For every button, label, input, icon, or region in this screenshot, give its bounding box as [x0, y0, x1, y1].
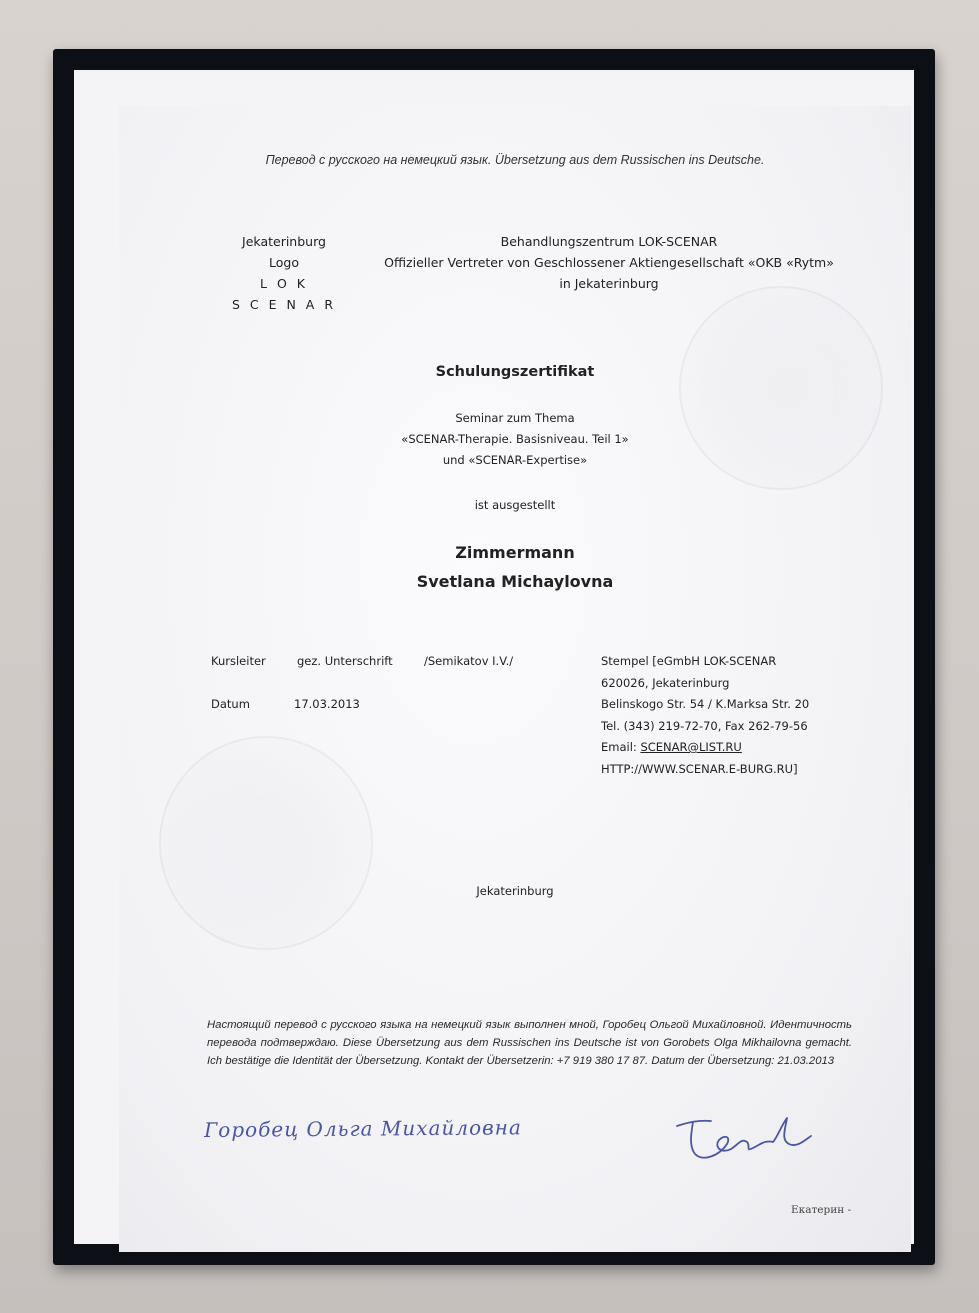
email-label: Email: [601, 740, 641, 754]
footer-city: Екатерин - [791, 1204, 852, 1216]
organization-line: in Jekaterinburg [559, 276, 659, 291]
course-leader-label: Kursleiter [211, 654, 266, 668]
translator-statement: Настоящий перевод с русского языка на немецкий язык выполнен мной, Горобец Ольгой Михайловной. Идентичность перевода подтверждаю. Diese Übersetzung aus dem Russischen ins Deutsche ist von Gorobets Olga Mikhailovna gemacht. Ich bestätige die Identität der Übersetzung. Kontakt der Übersetzerin: +7 919 380 17 87. Datum der Übersetzung: 21.03.2013 [207, 1019, 852, 1067]
recipient-first-name: Svetlana Michaylovna [416, 572, 614, 591]
faint-stamp-bottom-left [159, 736, 373, 950]
stamp-address-block [601, 651, 861, 780]
stamp-email-line [601, 737, 861, 759]
certificate-title: Schulungszertifikat [435, 364, 595, 380]
seminar-line: «SCENAR-Therapie. Basisniveau. Teil 1» [401, 432, 629, 446]
organization-line: Offizieller Vertreter von Geschlossener Aktiengesellschaft «OKB «Rytm» [384, 255, 834, 270]
stamp-line: Tel. (343) 219-72-70, Fax 262-79-56 [601, 718, 808, 733]
handwritten-signature-name: Горобец Ольга Михайловна [203, 1115, 522, 1143]
stamp-line: Belinskogo Str. 54 / K.Marksa Str. 20 [601, 697, 810, 711]
picture-frame [53, 49, 935, 1265]
stamp-website: HTTP://WWW.SCENAR.E-BURG.RU] [601, 761, 798, 776]
logo-block [219, 231, 349, 315]
signature-scribble-icon [669, 1104, 819, 1174]
stamp-line: 620026, Jekaterinburg [601, 675, 730, 690]
organization-line: Behandlungszentrum LOK-SCENAR [500, 234, 718, 249]
logo-line: Jekaterinburg [242, 234, 326, 249]
translation-header: Перевод с русского на немецкий язык. Übersetzung aus dem Russischen ins Deutsche. [265, 153, 765, 167]
logo-line: L O K [260, 276, 308, 291]
stamp-line: Stempel [eGmbH LOK-SCENAR [601, 654, 777, 668]
date-label: Datum [211, 697, 250, 711]
certificate-document [119, 106, 911, 1252]
seminar-line: Seminar zum Thema [455, 411, 575, 425]
seminar-topic [119, 408, 911, 471]
city-name: Jekaterinburg [476, 884, 554, 898]
logo-line: S C E N A R [231, 297, 336, 312]
date-value: 17.03.2013 [294, 697, 360, 711]
logo-line: Logo [269, 255, 299, 270]
email-link[interactable]: SCENAR@LIST.RU [640, 740, 742, 754]
issued-label: ist ausgestellt [474, 498, 556, 512]
course-leader-name: /Semikatov I.V./ [424, 654, 514, 668]
recipient-last-name: Zimmermann [455, 543, 575, 562]
signature-note: gez. Unterschrift [297, 654, 393, 668]
recipient-name [119, 538, 911, 596]
seminar-line: und «SCENAR-Expertise» [442, 453, 588, 467]
organization-block [369, 231, 849, 294]
